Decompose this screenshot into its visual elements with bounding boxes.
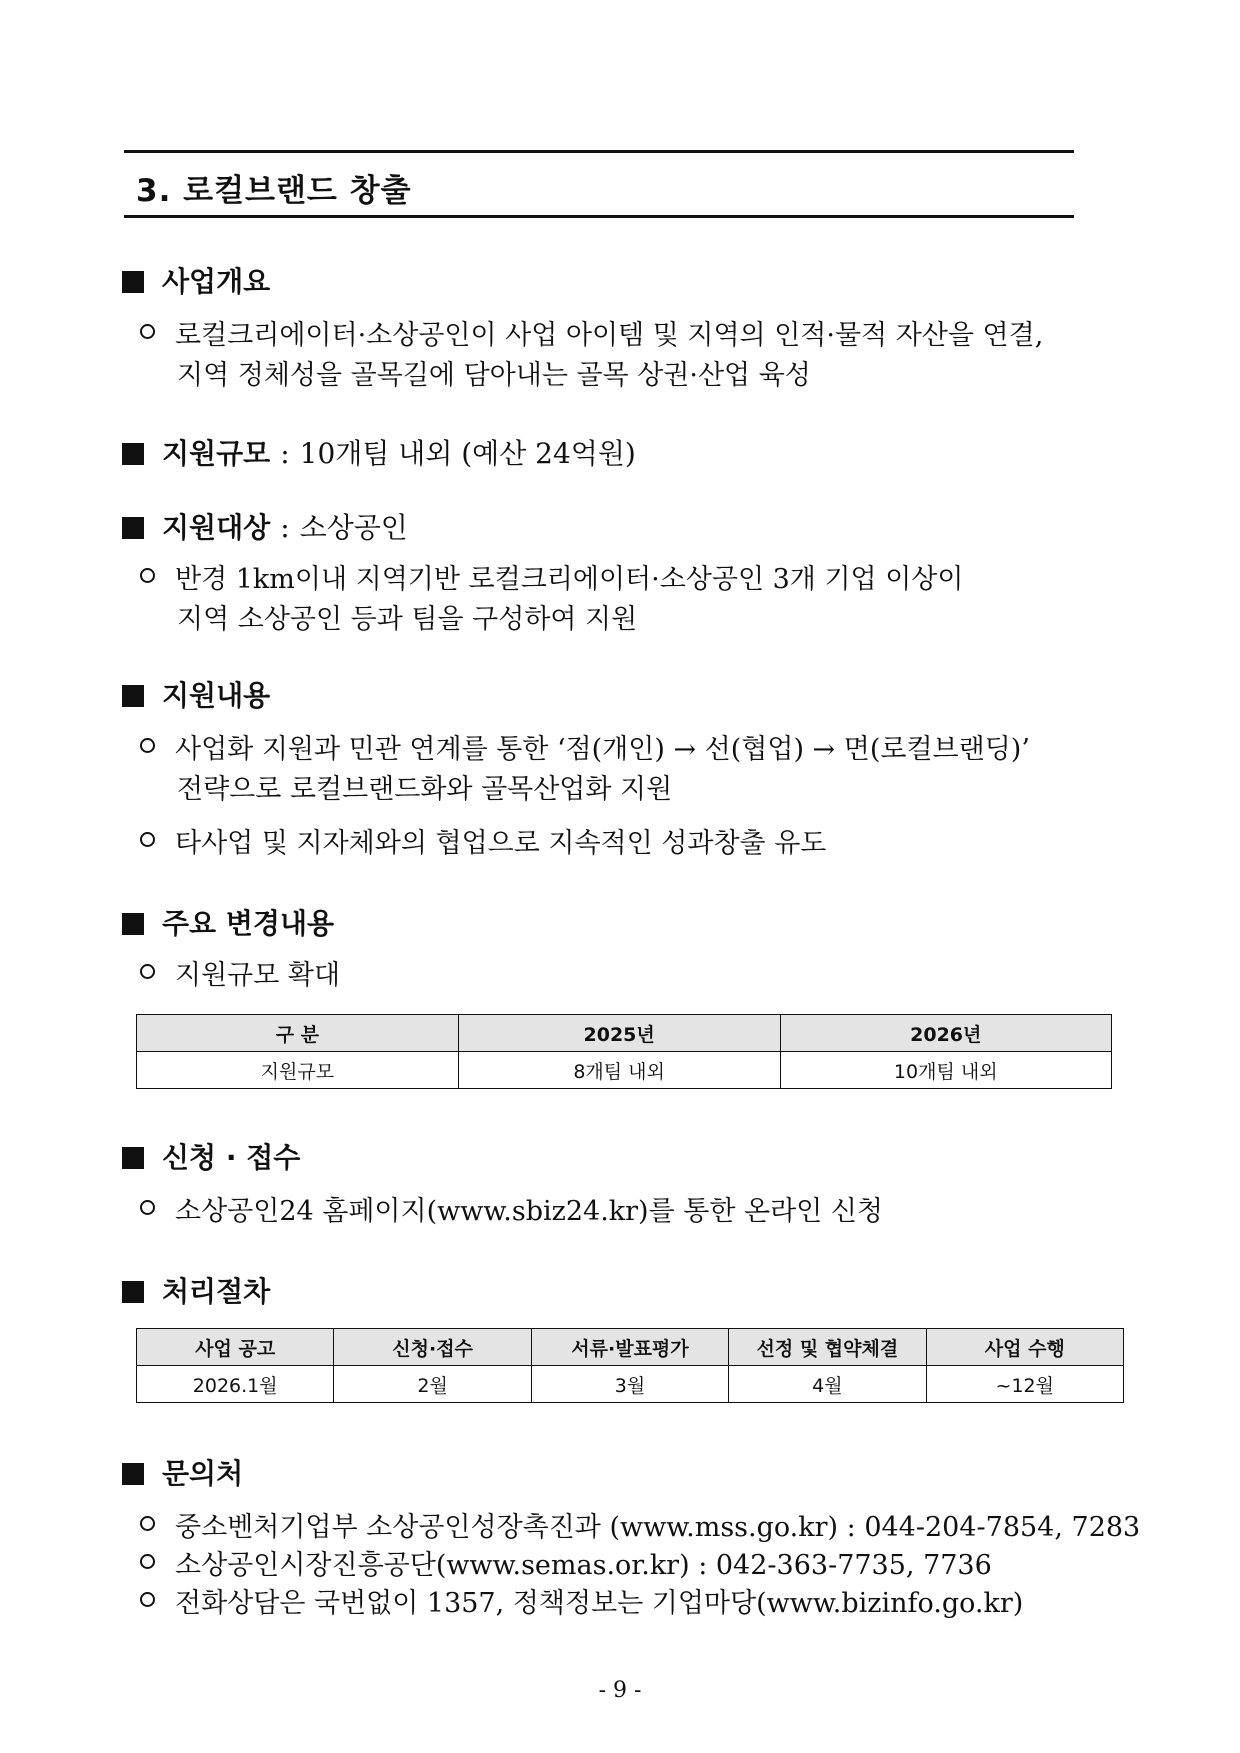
- circle-bullet-icon: [140, 738, 155, 753]
- content-bullet-1-line2: 전략으로 로컬브랜드화와 골목산업화 지원: [177, 774, 673, 805]
- overview-bullet-line2: 지역 정체성을 골목길에 담아내는 골목 상권·산업 육성: [177, 360, 811, 391]
- square-bullet-icon: [122, 517, 144, 539]
- heading-target-label: 지원대상: [162, 511, 271, 544]
- table-header-cell: 2026년: [780, 1015, 1112, 1052]
- heading-overview-label: 사업개요: [162, 265, 271, 298]
- square-bullet-icon: [122, 1147, 144, 1169]
- heading-target: [122, 506, 408, 546]
- heading-apply-label: 신청 · 접수: [162, 1141, 301, 1174]
- page-number: - 9 -: [598, 1678, 642, 1703]
- heading-changes: [122, 902, 334, 942]
- table-cell: ~12월: [926, 1366, 1123, 1403]
- table-cell: 2026.1월: [137, 1366, 334, 1403]
- changes-bullet: [140, 956, 340, 996]
- table-cell: 지원규모: [137, 1052, 459, 1089]
- section-title-box: [124, 150, 1074, 218]
- overview-bullet-line1: 로컬크리에이터·소상공인이 사업 아이템 및 지역의 인적·물적 자산을 연결,: [175, 320, 1044, 351]
- circle-bullet-icon: [140, 1554, 155, 1569]
- changes-table: [136, 1014, 1112, 1089]
- table-cell: 2월: [334, 1366, 531, 1403]
- table-row: [137, 1366, 1124, 1403]
- table-header-cell: 사업 공고: [137, 1329, 334, 1366]
- square-bullet-icon: [122, 685, 144, 707]
- heading-changes-label: 주요 변경내용: [162, 907, 335, 940]
- heading-overview: [122, 260, 270, 300]
- content-bullet-2-line1: 타사업 및 지자체와의 협업으로 지속적인 성과창출 유도: [175, 828, 827, 859]
- table-header-cell: 사업 수행: [926, 1329, 1123, 1366]
- square-bullet-icon: [122, 1463, 144, 1485]
- process-table: [136, 1328, 1124, 1403]
- heading-target-separator: :: [280, 511, 290, 544]
- table-header-cell: 구 분: [137, 1015, 459, 1052]
- circle-bullet-icon: [140, 1200, 155, 1215]
- circle-bullet-icon: [140, 1516, 155, 1531]
- apply-bullet: [140, 1192, 883, 1232]
- heading-target-value: 소상공인: [299, 511, 408, 544]
- heading-scale-separator: :: [280, 437, 290, 470]
- table-header-row: [137, 1329, 1124, 1366]
- square-bullet-icon: [122, 443, 144, 465]
- table-cell: 3월: [531, 1366, 728, 1403]
- section-title: 3. 로컬브랜드 창출: [136, 173, 412, 209]
- heading-content: [122, 674, 270, 714]
- heading-process-label: 처리절차: [162, 1275, 271, 1308]
- heading-apply: [122, 1136, 300, 1176]
- circle-bullet-icon: [140, 1592, 155, 1607]
- table-header-cell: 선정 및 협약체결: [729, 1329, 926, 1366]
- circle-bullet-icon: [140, 964, 155, 979]
- content-bullet-1: [140, 730, 1030, 810]
- heading-content-label: 지원내용: [162, 679, 271, 712]
- table-header-cell: 서류·발표평가: [531, 1329, 728, 1366]
- square-bullet-icon: [122, 271, 144, 293]
- contact-bullet-3-line1: 전화상담은 국번없이 1357, 정책정보는 기업마당(www.bizinfo.go.kr): [175, 1588, 1024, 1619]
- target-bullet: [140, 560, 963, 640]
- heading-contact-label: 문의처: [162, 1457, 244, 1490]
- contact-bullet-1: [140, 1508, 1140, 1548]
- contact-bullet-2-line1: 소상공인시장진흥공단(www.semas.or.kr) : 042-363-7735, 7736: [175, 1550, 992, 1581]
- circle-bullet-icon: [140, 568, 155, 583]
- square-bullet-icon: [122, 1281, 144, 1303]
- content-bullet-1-line1: 사업화 지원과 민관 연계를 통한 ‘점(개인) → 선(협업) → 면(로컬브랜딩)’: [175, 734, 1030, 765]
- table-cell: 10개팀 내외: [780, 1052, 1112, 1089]
- circle-bullet-icon: [140, 832, 155, 847]
- target-bullet-line1: 반경 1km이내 지역기반 로컬크리에이터·소상공인 3개 기업 이상이: [175, 564, 964, 595]
- contact-bullet-2: [140, 1546, 992, 1586]
- circle-bullet-icon: [140, 324, 155, 339]
- heading-contact: [122, 1452, 243, 1492]
- contact-bullet-3: [140, 1584, 1023, 1624]
- heading-scale: [122, 432, 636, 472]
- table-cell: 8개팀 내외: [458, 1052, 780, 1089]
- table-header-cell: 2025년: [458, 1015, 780, 1052]
- heading-scale-label: 지원규모: [162, 437, 271, 470]
- table-header-row: [137, 1015, 1112, 1052]
- heading-process: [122, 1270, 270, 1310]
- table-row: [137, 1052, 1112, 1089]
- square-bullet-icon: [122, 913, 144, 935]
- target-bullet-line2: 지역 소상공인 등과 팀을 구성하여 지원: [177, 604, 638, 635]
- content-bullet-2: [140, 824, 826, 864]
- overview-bullet: [140, 316, 1130, 396]
- apply-bullet-line1: 소상공인24 홈페이지(www.sbiz24.kr)를 통한 온라인 신청: [175, 1196, 883, 1227]
- changes-bullet-line1: 지원규모 확대: [175, 960, 341, 991]
- table-header-cell: 신청·접수: [334, 1329, 531, 1366]
- contact-bullet-1-line1: 중소벤처기업부 소상공인성장촉진과 (www.mss.go.kr) : 044-204-7854, 7283: [175, 1512, 1141, 1543]
- table-cell: 4월: [729, 1366, 926, 1403]
- heading-scale-value: 10개팀 내외 (예산 24억원): [299, 437, 636, 470]
